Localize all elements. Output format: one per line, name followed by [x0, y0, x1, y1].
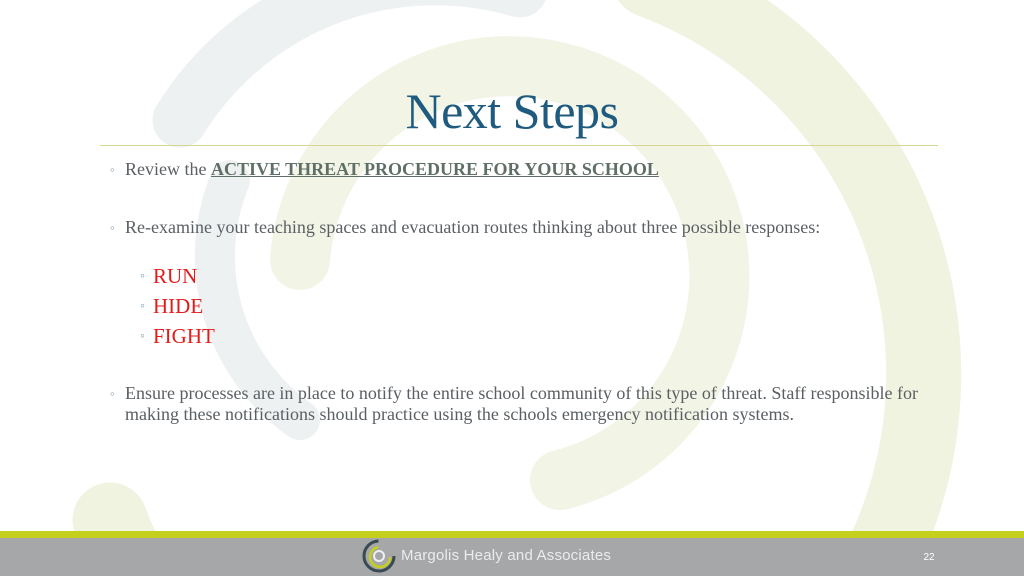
response-label: HIDE — [153, 294, 204, 318]
page-number: 22 — [923, 552, 935, 563]
bullet-marker-icon: ◦ — [110, 220, 115, 235]
ensure-text: Ensure processes are in place to notify the entire school community of this type of threat. Staff responsible for making these notifications should practice using the schools emergency notification systems. — [125, 383, 918, 424]
bullet-marker-icon: ◦ — [110, 162, 115, 177]
bullet-marker-icon: ◦ — [140, 269, 145, 284]
review-prefix: Review the — [125, 159, 211, 179]
bullet-marker-icon: ◦ — [110, 386, 115, 401]
footer-accent-stripe — [0, 531, 1024, 538]
slide-title: Next Steps — [405, 83, 619, 139]
response-label: RUN — [153, 264, 198, 288]
response-hide — [140, 294, 204, 318]
active-threat-procedure-link[interactable]: ACTIVE THREAT PROCEDURE FOR YOUR SCHOOL — [210, 159, 659, 179]
bullet-ensure — [110, 383, 935, 425]
response-run — [140, 264, 198, 288]
bullet-marker-icon: ◦ — [140, 329, 145, 344]
response-fight — [140, 324, 215, 348]
title-divider — [100, 145, 938, 146]
bullet-review — [110, 159, 659, 180]
brand-name: Margolis Healy and Associates — [401, 547, 612, 564]
swirl-logo-icon — [361, 538, 397, 574]
bullet-marker-icon: ◦ — [140, 299, 145, 314]
bullet-reexamine — [110, 217, 885, 238]
response-label: FIGHT — [153, 324, 215, 348]
reexamine-text: Re-examine your teaching spaces and evacuation routes thinking about three possible responses: — [125, 217, 821, 237]
